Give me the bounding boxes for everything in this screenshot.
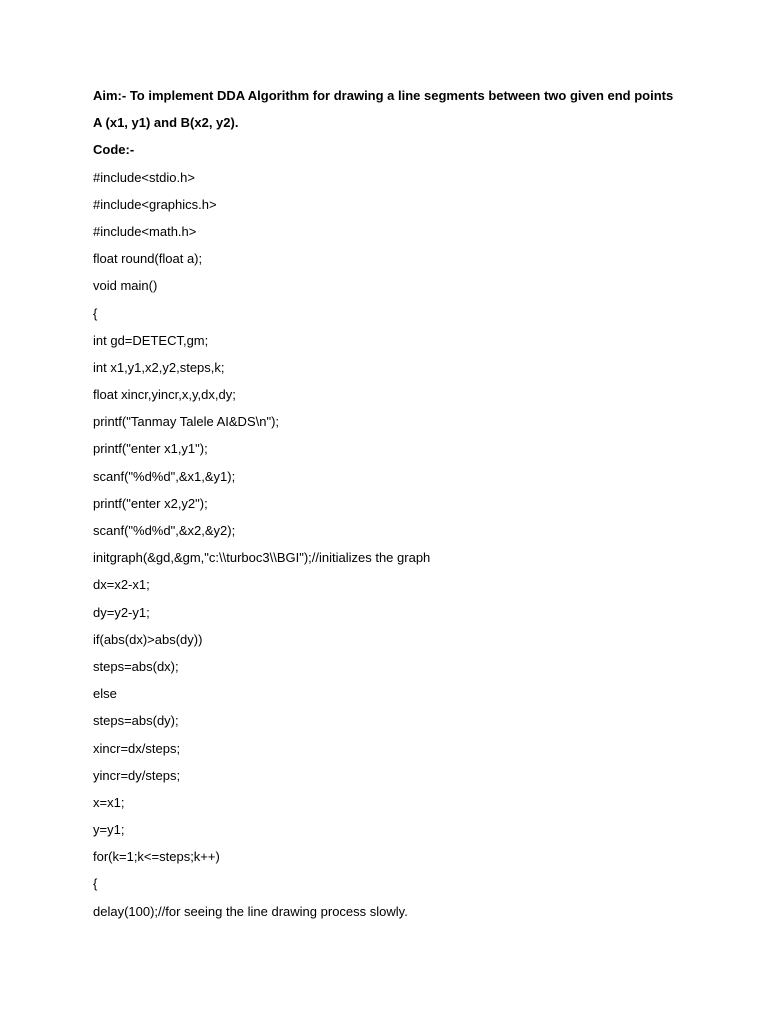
code-line: if(abs(dx)>abs(dy)): [93, 631, 203, 647]
code-line: scanf("%d%d",&x1,&y1);: [93, 468, 236, 484]
code-line: steps=abs(dy);: [93, 713, 179, 729]
code-line: #include<graphics.h>: [93, 196, 217, 212]
code-line: dx=x2-x1;: [93, 577, 150, 593]
code-line: printf("enter x1,y1");: [93, 441, 208, 457]
code-line: #include<stdio.h>: [93, 169, 195, 185]
code-heading: Code:-: [93, 142, 135, 158]
code-line: int x1,y1,x2,y2,steps,k;: [93, 359, 225, 375]
code-line: for(k=1;k<=steps;k++): [93, 849, 220, 865]
code-line: y=y1;: [93, 822, 125, 838]
code-line: {: [93, 305, 98, 321]
code-line: x=x1;: [93, 794, 125, 810]
code-line: void main(): [93, 278, 158, 294]
code-line: float round(float a);: [93, 251, 203, 267]
aim-heading-line-1: Aim:- To implement DDA Algorithm for drawing a line segments between two given end points: [93, 88, 674, 103]
code-line: int gd=DETECT,gm;: [93, 332, 209, 348]
code-line: xincr=dx/steps;: [93, 740, 181, 756]
code-line: scanf("%d%d",&x2,&y2);: [93, 523, 236, 538]
code-line: steps=abs(dx);: [93, 658, 179, 674]
code-line: delay(100);//for seeing the line drawing process slowly.: [93, 903, 408, 919]
document-content: [93, 86, 753, 929]
code-line: initgraph(&gd,&gm,"c:\\turboc3\\BGI");//initializes the graph: [93, 550, 431, 566]
code-line: {: [93, 876, 98, 892]
code-line: printf("enter x2,y2");: [93, 495, 208, 511]
code-line: #include<math.h>: [93, 223, 197, 239]
code-line: dy=y2-y1;: [93, 604, 150, 620]
aim-heading-line-2: A (x1, y1) and B(x2, y2).: [93, 115, 239, 131]
code-line: float xincr,yincr,x,y,dx,dy;: [93, 387, 236, 403]
code-line: yincr=dy/steps;: [93, 767, 181, 783]
code-line: printf("Tanmay Talele AI&DS\n");: [93, 414, 280, 430]
code-line: else: [93, 686, 117, 702]
